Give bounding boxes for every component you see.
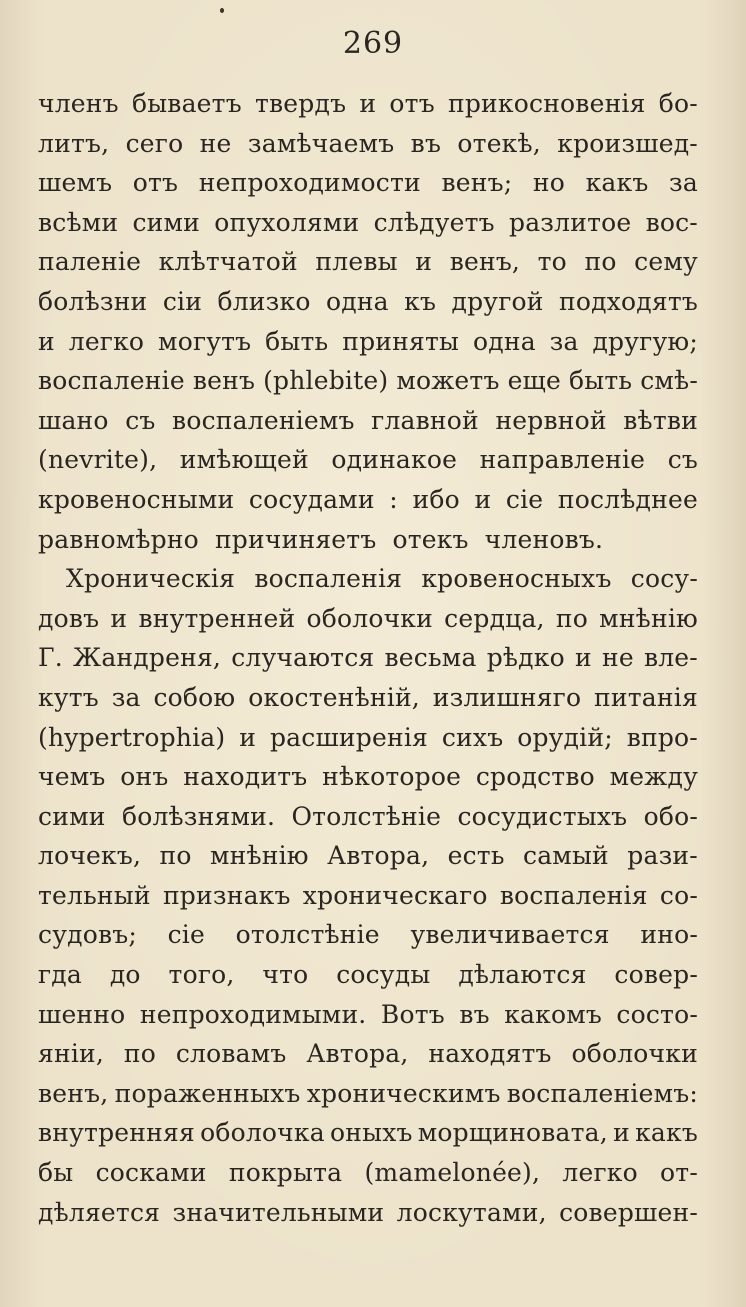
text-line — [38, 163, 698, 203]
word: шемъ — [38, 168, 113, 198]
word: быть — [569, 366, 633, 396]
text-line — [38, 124, 698, 164]
word: сіи — [162, 286, 203, 316]
word: сосуды — [336, 960, 431, 990]
word: съ — [667, 445, 698, 475]
word: от- — [660, 1158, 698, 1188]
word: но — [532, 168, 566, 198]
word: морщиновата, — [417, 1118, 608, 1148]
word: и — [415, 247, 433, 277]
word: тельный — [38, 880, 151, 910]
word: что — [262, 960, 309, 990]
word: сердца, — [444, 603, 545, 633]
word: увеличивается — [410, 920, 610, 950]
word: Автора, — [327, 841, 430, 871]
word: за — [669, 168, 698, 198]
word: оболочки — [306, 603, 433, 633]
word: кровеносныхъ — [421, 564, 612, 594]
word: приняты — [342, 326, 460, 356]
word: Вотъ — [380, 999, 445, 1029]
text-line — [38, 955, 698, 995]
word: какъ — [635, 1118, 698, 1148]
text-line — [38, 203, 698, 243]
word: шенно — [38, 999, 126, 1029]
word: одна — [325, 286, 389, 316]
word: обо- — [643, 801, 698, 831]
word: значительными — [172, 1197, 385, 1227]
word: хроническимъ — [306, 1078, 501, 1108]
word: и — [110, 603, 128, 633]
text-line — [38, 599, 698, 639]
word: то — [537, 247, 567, 277]
word: отолстѣніе — [235, 920, 380, 950]
word: легко — [68, 326, 145, 356]
word: бо- — [658, 89, 698, 118]
word: клѣтчатой — [158, 247, 298, 277]
word: слѣдуетъ — [373, 207, 495, 237]
text-line — [38, 282, 698, 322]
word: отекъ — [392, 524, 469, 554]
word: дѣляется — [38, 1197, 161, 1227]
text-line — [38, 242, 698, 282]
word: къ — [404, 286, 437, 316]
word: сіе — [505, 484, 544, 514]
text-line — [38, 520, 698, 560]
word: довъ — [38, 603, 100, 633]
word: паленіе — [38, 247, 142, 277]
word: (phlebite) — [263, 366, 389, 396]
word: (hypertrophia) — [38, 722, 226, 752]
word: бываетъ — [131, 89, 242, 118]
word: со- — [659, 880, 698, 910]
word: пораженныхъ — [114, 1078, 301, 1108]
word: оболочки — [571, 1039, 698, 1069]
word: быть — [265, 326, 329, 356]
word: прикосновенія — [447, 89, 646, 118]
word: находитъ — [183, 762, 308, 792]
word: другую; — [592, 326, 698, 356]
word: всѣми — [38, 207, 119, 237]
word: венъ — [192, 366, 256, 396]
text-line — [38, 84, 698, 124]
word: Отолстѣніе — [291, 801, 442, 831]
word: кроизшед- — [557, 128, 698, 158]
word: еще — [507, 366, 561, 396]
word: сосудистыхъ — [457, 801, 628, 831]
word: равномѣрно — [38, 524, 199, 554]
word: (mamelonée), — [364, 1158, 541, 1188]
word: покрыта — [228, 1158, 343, 1188]
word: отъ — [132, 168, 179, 198]
word: воспаленія — [254, 564, 403, 594]
word: онъ — [120, 762, 169, 792]
word: гда — [38, 960, 82, 990]
page-number: 269 — [342, 26, 404, 61]
word: рѣдко — [486, 643, 565, 673]
word: мнѣнію — [599, 603, 698, 633]
text-line — [38, 440, 698, 480]
word: другой — [451, 286, 544, 316]
text-line — [38, 718, 698, 758]
word: съ — [125, 405, 156, 435]
text-line — [38, 1034, 698, 1074]
word: случаются — [231, 643, 375, 673]
word: бы — [38, 1158, 74, 1188]
word: ибо — [412, 484, 460, 514]
word: по — [584, 247, 617, 277]
text-line — [38, 757, 698, 797]
word: хроническаго — [302, 880, 488, 910]
word: близко — [217, 286, 311, 316]
word: смѣ- — [640, 366, 698, 396]
word: вле- — [643, 643, 698, 673]
word: между — [609, 762, 698, 792]
word: весьма — [384, 643, 477, 673]
word: въ — [459, 999, 490, 1029]
word: одинакое — [331, 445, 458, 475]
word: питанія — [594, 682, 698, 712]
word: сродство — [475, 762, 595, 792]
text-line — [38, 1074, 698, 1114]
text-line — [38, 876, 698, 916]
word: направленіе — [479, 445, 646, 475]
word: венъ, — [449, 247, 521, 277]
word: болѣзнями. — [121, 801, 276, 831]
text-line — [38, 678, 698, 718]
word: сего — [125, 128, 184, 158]
word: непроходимыми. — [139, 999, 367, 1029]
word: и — [239, 722, 257, 752]
word: воспаленіемъ: — [506, 1078, 698, 1108]
word: отекѣ, — [457, 128, 541, 158]
word: непроходимости — [198, 168, 421, 198]
word: разлитое — [509, 207, 632, 237]
word: подходятъ — [559, 286, 698, 316]
word: и — [613, 1118, 630, 1148]
word: опухолями — [214, 207, 360, 237]
word: членовъ. — [484, 524, 604, 554]
word: воспаленія — [499, 880, 648, 910]
text-line — [38, 1193, 698, 1233]
word: : — [389, 484, 398, 514]
word: яніи, — [38, 1039, 105, 1069]
text-line — [38, 401, 698, 441]
word: одна — [472, 326, 536, 356]
word: какъ — [585, 168, 649, 198]
word: венъ; — [441, 168, 513, 198]
word: словамъ — [175, 1039, 287, 1069]
text-line — [38, 836, 698, 876]
word: ино- — [640, 920, 698, 950]
word: венъ, — [38, 1078, 109, 1108]
word: лоскутами, — [396, 1197, 547, 1227]
text-line — [38, 322, 698, 362]
word: чемъ — [38, 762, 106, 792]
ink-speck — [220, 8, 224, 13]
word: внутренней — [138, 603, 296, 633]
word: кутъ — [38, 682, 99, 712]
word: воспаленіемъ — [172, 405, 355, 435]
word: (nevrite), — [38, 445, 158, 475]
word: воспаленіе — [38, 366, 185, 396]
word: Автора, — [306, 1039, 409, 1069]
word: Хроническія — [66, 564, 236, 594]
word: шано — [38, 405, 109, 435]
word: внутренняя — [38, 1118, 195, 1148]
word: расширенія — [269, 722, 428, 752]
word: оболочка — [200, 1118, 325, 1148]
word: въ — [410, 128, 442, 158]
word: самый — [523, 841, 609, 871]
text-line — [38, 361, 698, 401]
word: не — [601, 643, 634, 673]
word: кровеносными — [38, 484, 235, 514]
word: окостенѣній, — [248, 682, 420, 712]
text-line — [38, 559, 698, 599]
word: того, — [168, 960, 235, 990]
word: оныхъ — [329, 1118, 413, 1148]
word: болѣзни — [38, 286, 148, 316]
word: сими — [38, 801, 106, 831]
word: мнѣнію — [209, 841, 309, 871]
word: орудій; — [517, 722, 613, 752]
word: твердъ — [255, 89, 347, 118]
word: имѣющей — [179, 445, 309, 475]
word: вѣтви — [623, 405, 698, 435]
text-line — [38, 797, 698, 837]
word: по — [159, 841, 192, 871]
word: совер- — [614, 960, 698, 990]
word: есть — [447, 841, 505, 871]
text-line — [38, 1113, 698, 1153]
word: сосками — [95, 1158, 207, 1188]
word: и — [38, 326, 55, 356]
word: и — [474, 484, 492, 514]
word: сими — [132, 207, 201, 237]
word: за — [549, 326, 579, 356]
word: по — [123, 1039, 157, 1069]
word: сіе — [167, 920, 205, 950]
word: состо- — [616, 999, 698, 1029]
text-line — [38, 638, 698, 678]
text-line — [38, 480, 698, 520]
word: находятъ — [428, 1039, 552, 1069]
word: сему — [634, 247, 698, 277]
word: не — [199, 128, 232, 158]
word: Г. — [38, 643, 63, 673]
word: Жандреня, — [73, 643, 222, 673]
word: легко — [562, 1158, 638, 1188]
word: и — [574, 643, 592, 673]
word: главной — [371, 405, 479, 435]
word: сосудами — [248, 484, 375, 514]
word: можетъ — [396, 366, 500, 396]
body-text — [38, 84, 698, 1232]
word: собою — [153, 682, 236, 712]
word: дѣлаются — [458, 960, 587, 990]
word: нервной — [495, 405, 607, 435]
word: какомъ — [504, 999, 602, 1029]
word: за — [111, 682, 141, 712]
word: совершен- — [559, 1197, 698, 1227]
text-line — [38, 1153, 698, 1193]
word: излишняго — [432, 682, 582, 712]
word: послѣднее — [557, 484, 698, 514]
word: сосу- — [630, 564, 698, 594]
word: по — [555, 603, 588, 633]
word: плевы — [315, 247, 398, 277]
word: впро- — [626, 722, 698, 752]
word: членъ — [38, 89, 119, 118]
text-line — [38, 995, 698, 1035]
word: могутъ — [158, 326, 252, 356]
word: лочекъ, — [38, 841, 142, 871]
word: причиняетъ — [214, 524, 377, 554]
word: до — [109, 960, 141, 990]
word: судовъ; — [38, 920, 137, 950]
word: признакъ — [162, 880, 291, 910]
word: и — [359, 89, 377, 118]
word: нѣкоторое — [322, 762, 462, 792]
word: сихъ — [441, 722, 504, 752]
text-line — [38, 915, 698, 955]
word: литъ, — [38, 128, 110, 158]
word: отъ — [389, 89, 435, 118]
word: вос- — [645, 207, 698, 237]
word: замѣчаемъ — [247, 128, 395, 158]
word: рази- — [627, 841, 698, 871]
